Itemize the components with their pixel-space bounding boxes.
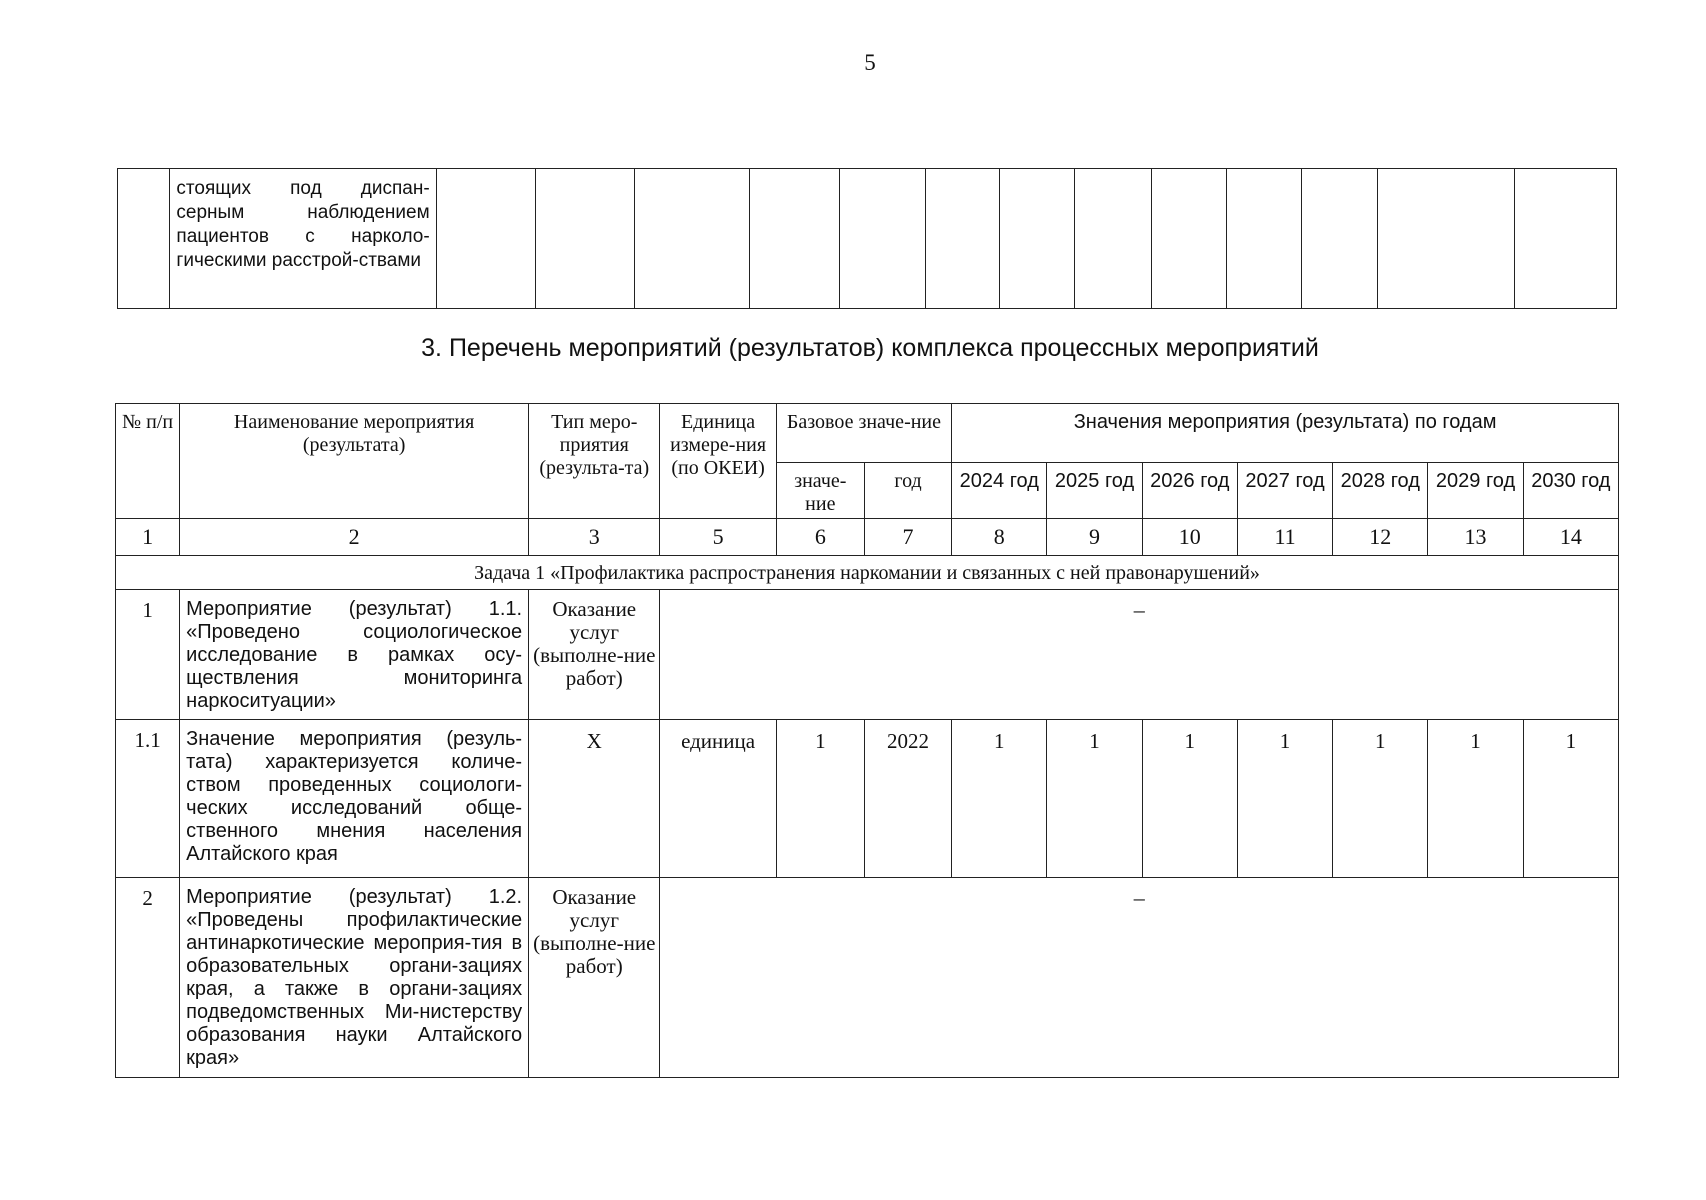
table-row (116, 878, 1619, 1078)
cell (436, 169, 536, 309)
column-number: 13 (1428, 519, 1523, 556)
cell (1302, 169, 1377, 309)
cell (118, 169, 170, 309)
continuation-row (118, 169, 1617, 309)
header-year: 2026 год (1142, 463, 1237, 519)
row-unit: единица (660, 720, 776, 878)
row-year-value: 1 (952, 720, 1047, 878)
row-year-value: 1 (1333, 720, 1428, 878)
column-number: 8 (952, 519, 1047, 556)
header-year: 2025 год (1047, 463, 1142, 519)
header-base-value: значе-ние (776, 463, 864, 519)
header-num: № п/п (116, 404, 180, 519)
header-name: Наименование мероприятия (результата) (180, 404, 529, 519)
cell (1075, 169, 1152, 309)
row-dash: – (660, 878, 1619, 1078)
row-type: Х (529, 720, 660, 878)
row-year-value: 1 (1142, 720, 1237, 878)
header-row (116, 404, 1619, 463)
row-year-value: 1 (1047, 720, 1142, 878)
row-dash: – (660, 590, 1619, 720)
column-number: 6 (776, 519, 864, 556)
task-row (116, 556, 1619, 590)
column-number: 11 (1237, 519, 1332, 556)
row-name: Значение мероприятия (резуль-тата) характеризуется количе-ством проведенных социологи-ческих исследований обще-ственного мнения населения Алтайского края (180, 720, 529, 878)
row-base-value: 1 (776, 720, 864, 878)
cell (999, 169, 1074, 309)
measures-table (115, 403, 1619, 1078)
header-year: 2028 год (1333, 463, 1428, 519)
row-name: Мероприятие (результат) 1.2. «Проведены профилактические антинаркотические мероприя-тия в образовательных органи-зациях края, а также в органи-зациях подведомственных Ми-нистерству образования науки Алтайского края» (180, 878, 529, 1078)
header-base: Базовое значе-ние (776, 404, 951, 463)
header-base-year: год (864, 463, 951, 519)
header-unit: Единица измере-ния (по ОКЕИ) (660, 404, 776, 519)
column-number: 7 (864, 519, 951, 556)
header-year: 2030 год (1523, 463, 1618, 519)
column-number-row (116, 519, 1619, 556)
page-number: 5 (864, 50, 876, 75)
column-number: 10 (1142, 519, 1237, 556)
header-year: 2027 год (1237, 463, 1332, 519)
header-year: 2029 год (1428, 463, 1523, 519)
continuation-text: стоящих под диспан-серным наблюдением пациентов с нарколо-гическими расстрой-ствами (170, 169, 436, 309)
cell (634, 169, 749, 309)
task-title: Задача 1 «Профилактика распространения наркомании и связанных с ней правонарушений» (116, 556, 1619, 590)
cell (1377, 169, 1514, 309)
row-name: Мероприятие (результат) 1.1. «Проведено социологическое исследование в рамках осу-ществления мониторинга наркоситуации» (180, 590, 529, 720)
section-title: 3. Перечень мероприятий (результатов) комплекса процессных мероприятий (421, 334, 1319, 362)
row-base-year: 2022 (864, 720, 951, 878)
column-number: 14 (1523, 519, 1618, 556)
cell (1226, 169, 1301, 309)
column-number: 2 (180, 519, 529, 556)
column-number: 1 (116, 519, 180, 556)
row-type: Оказание услуг (выполне-ние работ) (529, 590, 660, 720)
column-number: 5 (660, 519, 776, 556)
header-years: Значения мероприятия (результата) по годам (952, 404, 1619, 463)
column-number: 12 (1333, 519, 1428, 556)
cell (1515, 169, 1617, 309)
table-row (116, 720, 1619, 878)
row-year-value: 1 (1428, 720, 1523, 878)
row-index: 1 (116, 590, 180, 720)
cell (1151, 169, 1226, 309)
cell (840, 169, 926, 309)
row-index: 2 (116, 878, 180, 1078)
column-number: 3 (529, 519, 660, 556)
row-index: 1.1 (116, 720, 180, 878)
column-number: 9 (1047, 519, 1142, 556)
cell (750, 169, 840, 309)
cell (536, 169, 635, 309)
header-year: 2024 год (952, 463, 1047, 519)
row-type: Оказание услуг (выполне-ние работ) (529, 878, 660, 1078)
table-row (116, 590, 1619, 720)
cell (926, 169, 999, 309)
header-type: Тип меро-приятия (результа-та) (529, 404, 660, 519)
row-year-value: 1 (1237, 720, 1332, 878)
row-year-value: 1 (1523, 720, 1618, 878)
continuation-table (117, 168, 1617, 309)
